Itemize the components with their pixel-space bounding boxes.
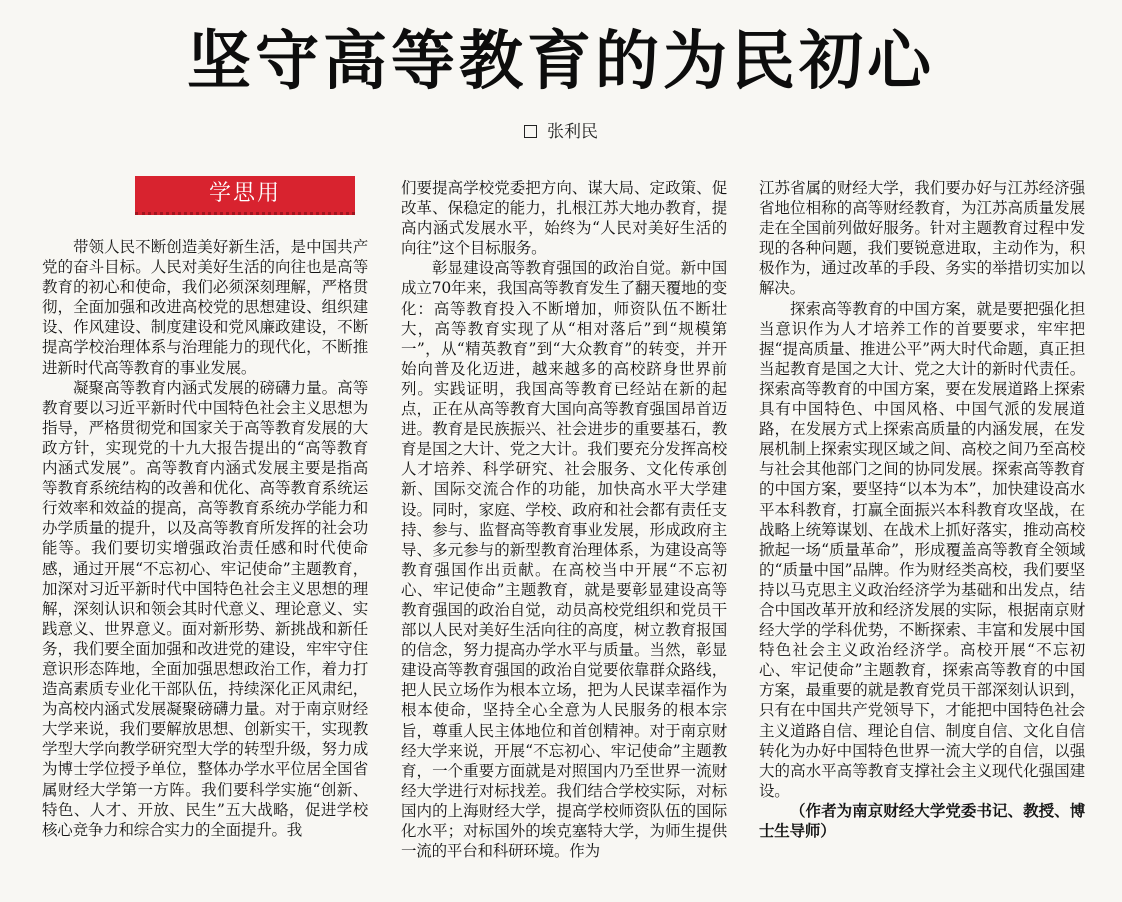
- article-paragraph: 彰显建设高等教育强国的政治自觉。新中国成立70年来，我国高等教育发生了翻天覆地的变化：高等教育投入不断增加，师资队伍不断壮大，高等教育实现了从“相对落后”到“规模第一”，从“精英教育”到“大众教育”的转变，并开始向普及化迈进，越来越多的高校跻身世界前列。实践证明，我国高等教育已经站在新的起点，正在从高等教育大国向高等教育强国昂首迈进。教育是民族振兴、社会进步的重要基石，教育是国之大计、党之大计。我们要充分发挥高校人才培养、科学研究、社会服务、文化传承创新、国际交流合作的功能，加快高水平大学建设。同时，家庭、学校、政府和社会都有责任支持、参与、监督高等教育事业发展，形成政府主导、多元参与的新型教育治理体系，为建设高等教育强国作出贡献。在高校当中开展“不忘初心、牢记使命”主题教育，就是要彰显建设高等教育强国的政治自觉，动员高校党组织和党员干部以人民对美好生活向往的高度，树立教育报国的信念，努力提高办学水平与质量。当然，彰显建设高等教育强国的政治自觉要依靠群众路线，把人民立场作为根本立场，把为人民谋幸福作为根本使命，坚持全心全意为人民服务的根本宗旨，尊重人民主体地位和首创精神。对于南京财经大学来说，开展“不忘初心、牢记使命”主题教育，一个重要方面就是对照国内乃至世界一流财经大学进行对标找差。我们结合学校实际，对标国内的上海财经大学，提高学校师资队伍的国际化水平；对标国外的埃克塞特大学，为师生提供一流的平台和科研环境。作为: [401, 259, 727, 861]
- byline: [0, 120, 1122, 144]
- author-signature: （作者为南京财经大学党委书记、教授、博士生导师）: [759, 800, 1085, 840]
- author-name: 张利民: [547, 122, 598, 142]
- article-column-1: [42, 237, 368, 887]
- article-paragraph: 凝聚高等教育内涵式发展的磅礴力量。高等教育要以习近平新时代中国特色社会主义思想为指导，严格贯彻党和国家关于高等教育发展的大政方针，实现党的十九大报告提出的“高等教育内涵式发展”。高等教育内涵式发展主要是指高等教育系统结构的改善和优化、高等教育系统运行效率和效益的提高，高等教育系统办学能力和办学质量的提升，以及高等教育所发挥的社会功能等。我们要切实增强政治责任感和时代使命感，通过开展“不忘初心、牢记使命”主题教育，加深对习近平新时代中国特色社会主义思想的理解，深刻认识和领会其时代意义、理论意义、实践意义、世界意义。面对新形势、新挑战和新任务，我们要全面加强和改进党的建设，牢牢守住意识形态阵地，全面加强思想政治工作，着力打造高素质专业化干部队伍，持续深化正风肃纪，为高校内涵式发展凝聚磅礴力量。对于南京财经大学来说，我们要解放思想、创新实干，实现教学型大学向教学研究型大学的转型升级，努力成为博士学位授予单位，整体办学水平位居全国省属财经大学第一方阵。我们要科学实施“创新、特色、人才、开放、民生”五大战略，促进学校核心竞争力和综合实力的全面提升。我: [42, 378, 368, 839]
- headline: 坚守高等教育的为民初心: [187, 24, 935, 99]
- article-paragraph: 探索高等教育的中国方案，就是要把强化担当意识作为人才培养工作的首要要求，牢牢把握“提高质量、推进公平”两大时代命题，真正担当起教育是国之大计、党之大计的新时代责任。探索高等教育的中国方案，要在发展道路上探索具有中国特色、中国风格、中国气派的发展道路，在发展方式上探索高质量的内涵发展，在发展机制上探索实现区域之间、高校之间乃至高校与社会其他部门之间的协同发展。探索高等教育的中国方案，要坚持“以本为本”，加快建设高水平本科教育，打赢全面振兴本科教育攻坚战，在战略上统筹谋划、在战术上抓好落实，推动高校掀起一场“质量革命”，形成覆盖高等教育全领域的“质量中国”品牌。作为财经类高校，我们要坚持以马克思主义政治经济学为基础和出发点，结合中国改革开放和经济发展的实际，根据南京财经大学的学科优势，不断探索、丰富和发展中国特色社会主义政治经济学。高校开展“不忘初心、牢记使命”主题教育，探索高等教育的中国方案，最重要的就是教育党员干部深刻认识到，只有在中国共产党领导下，才能把中国特色社会主义道路自信、理论自信、制度自信、文化自信转化为办好中国特色世界一流大学的自信，以强大的高水平高等教育支撑社会主义现代化强国建设。: [759, 299, 1085, 800]
- column-tag: 学思用: [135, 176, 355, 215]
- article-paragraph: 们要提高学校党委把方向、谋大局、定政策、促改革、保稳定的能力，扎根江苏大地办教育，提高内涵式发展水平，始终为“人民对美好生活的向往”这个目标服务。: [401, 179, 727, 258]
- byline-box-icon: [524, 125, 537, 138]
- article-column-2: [401, 178, 727, 888]
- article-paragraph: 江苏省属的财经大学，我们要办好与江苏经济强省地位相称的高等财经教育，为江苏高质量发展走在全国前列做好服务。针对主题教育过程中发现的各种问题，我们要锐意进取，主动作为，积极作为，通过改革的手段、务实的举措切实加以解决。: [759, 179, 1085, 298]
- article-paragraph: 带领人民不断创造美好新生活，是中国共产党的奋斗目标。人民对美好生活的向往也是高等教育的初心和使命，我们必须深刻理解，严格贯彻，全面加强和改进高校党的思想建设、组织建设、作风建设、制度建设和党风廉政建设，不断提高学校治理体系与治理能力的现代化，不断推进新时代高等教育的事业发展。: [42, 238, 368, 377]
- article-column-3: [759, 178, 1085, 890]
